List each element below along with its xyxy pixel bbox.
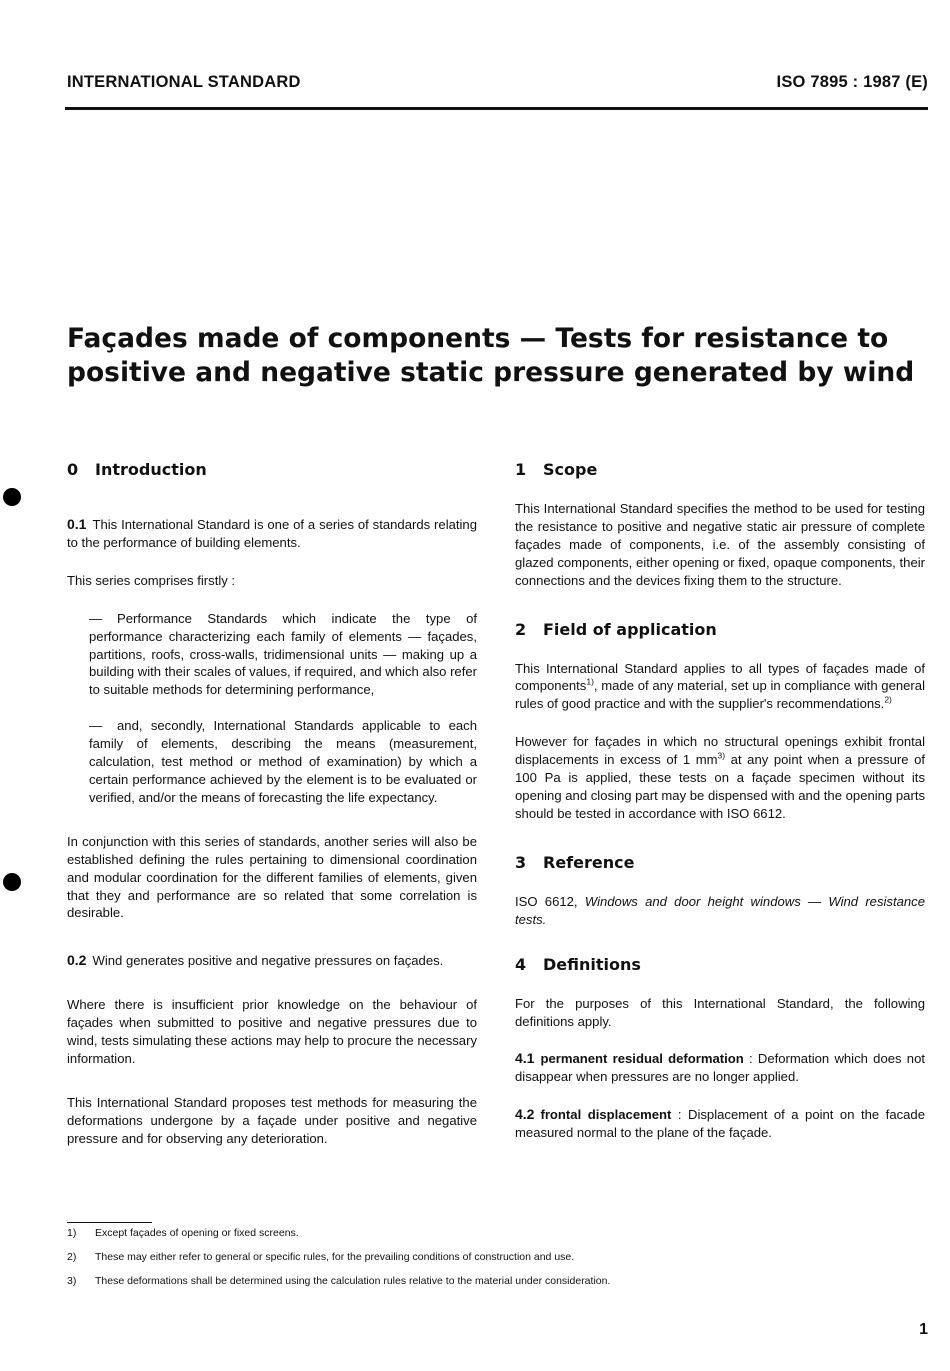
left-column bbox=[67, 460, 477, 1148]
series-intro: This series comprises firstly : bbox=[67, 572, 236, 588]
page-number: 1 bbox=[919, 1321, 928, 1338]
title-line-2: positive and negative static pressure generated by wind bbox=[67, 357, 915, 388]
section-heading-reference: 3 Reference bbox=[515, 852, 635, 872]
header-rule bbox=[65, 107, 928, 110]
footnote-3: 3) These deformations shall be determined using the calculation rules relative to the material under consideration. bbox=[67, 1275, 611, 1287]
section-heading-introduction: 0 Introduction bbox=[67, 460, 207, 479]
document-number: ISO 7895 : 1987 (E) bbox=[776, 73, 928, 91]
footnote-2: 2) These may either refer to general or specific rules, for the prevailing conditions of construction and use. bbox=[67, 1251, 575, 1263]
field-paragraph-1: This International Standard applies to all types of façades made of components$^{1)}$, made of any material, set up in compliance with general rules of good practice and with the supplier's recommendations.$^{2)}$ bbox=[515, 660, 925, 712]
footnote-ref-3: 3) bbox=[717, 750, 726, 761]
list-item: — Performance Standards which indicate the type of performance characterizing each family of elements — façades, partitions, roofs, cross-walls, tridimensional units — making up a building with their scales of values, if required, and which also refer to suitable methods for determining performance, bbox=[89, 610, 477, 698]
conjunction-paragraph: In conjunction with this series of standards, another series will also be established defining the rules pertaining to dimensional coordination and modular coordination for the different families of elements, given that they and performance are so related that some correlation is desirable. bbox=[67, 833, 477, 921]
punch-hole-icon bbox=[3, 488, 21, 506]
scope-paragraph: This International Standard specifies the method to be used for testing the resistance to positive and negative static air pressure of complete façades made of components, i.e. of the assembly consisting of glazed components, either opening or fixed, opaque components, their connections and the devices fixing them to the structure. bbox=[515, 501, 925, 588]
punch-hole-icon bbox=[3, 873, 21, 891]
list-item: — and, secondly, International Standards applicable to each family of elements, describing the means (measurement, calculation, test method or method of examination) by which a certain performance achieved by the element is to be evaluated or verified, and/or the means of forecasting the life expectancy. bbox=[89, 718, 477, 805]
footnote-ref-1: 1) bbox=[586, 677, 594, 688]
section-heading-definitions: 4 Definitions bbox=[515, 954, 641, 974]
standard-label: INTERNATIONAL STANDARD bbox=[67, 73, 301, 91]
section-heading-field-of-application: 2 Field of application bbox=[515, 619, 717, 639]
footnote-rule bbox=[67, 1222, 152, 1223]
document-title bbox=[67, 322, 927, 390]
prior-knowledge-paragraph: Where there is insufficient prior knowledge on the behaviour of façades when submitted to positive and negative pressures due to wind, tests simulating these actions may help to procure the necessary information. bbox=[67, 997, 477, 1066]
field-paragraph-2: However for façades in which no structural openings exhibit frontal displacements in excess of 1 $mm^{3)}$ at any point when a pressure of 100 Pa is applied, these tests on a façade specimen without its opening and closing part may be dispensed with and the opening parts should be tested in accordance with ISO 6612. bbox=[515, 734, 925, 821]
test-methods-paragraph: This International Standard proposes test methods for measuring the deformations undergone by a façade under positive and negative pressure and for observing any deterioration. bbox=[67, 1094, 477, 1146]
paragraph-0-2: 0.2 Wind generates positive and negative pressures on façades. bbox=[67, 952, 444, 969]
reference-paragraph: ISO 6612, Windows and door height windows — Wind resistance tests. bbox=[515, 893, 925, 927]
footnote-1: 1) Except façades of opening or fixed screens. bbox=[67, 1227, 299, 1239]
footnote-ref-2: 2) bbox=[884, 694, 892, 705]
definition-4-1: 4.1 permanent residual deformation : Deformation which does not disappear when pressures are no longer applied. bbox=[515, 1050, 925, 1085]
definitions-intro: For the purposes of this International Standard, the following definitions apply. bbox=[515, 995, 925, 1029]
right-column bbox=[515, 460, 925, 1142]
paragraph-0-1: 0.1 This International Standard is one of a series of standards relating to the performance of building elements. bbox=[67, 516, 477, 550]
section-heading-scope: 1 Scope bbox=[515, 460, 598, 479]
title-line-1: Façades made of components — Tests for resistance to bbox=[67, 323, 889, 354]
definition-4-2: 4.2 frontal displacement : Displacement of a point on the facade measured normal to the plane of the façade. bbox=[515, 1106, 925, 1141]
